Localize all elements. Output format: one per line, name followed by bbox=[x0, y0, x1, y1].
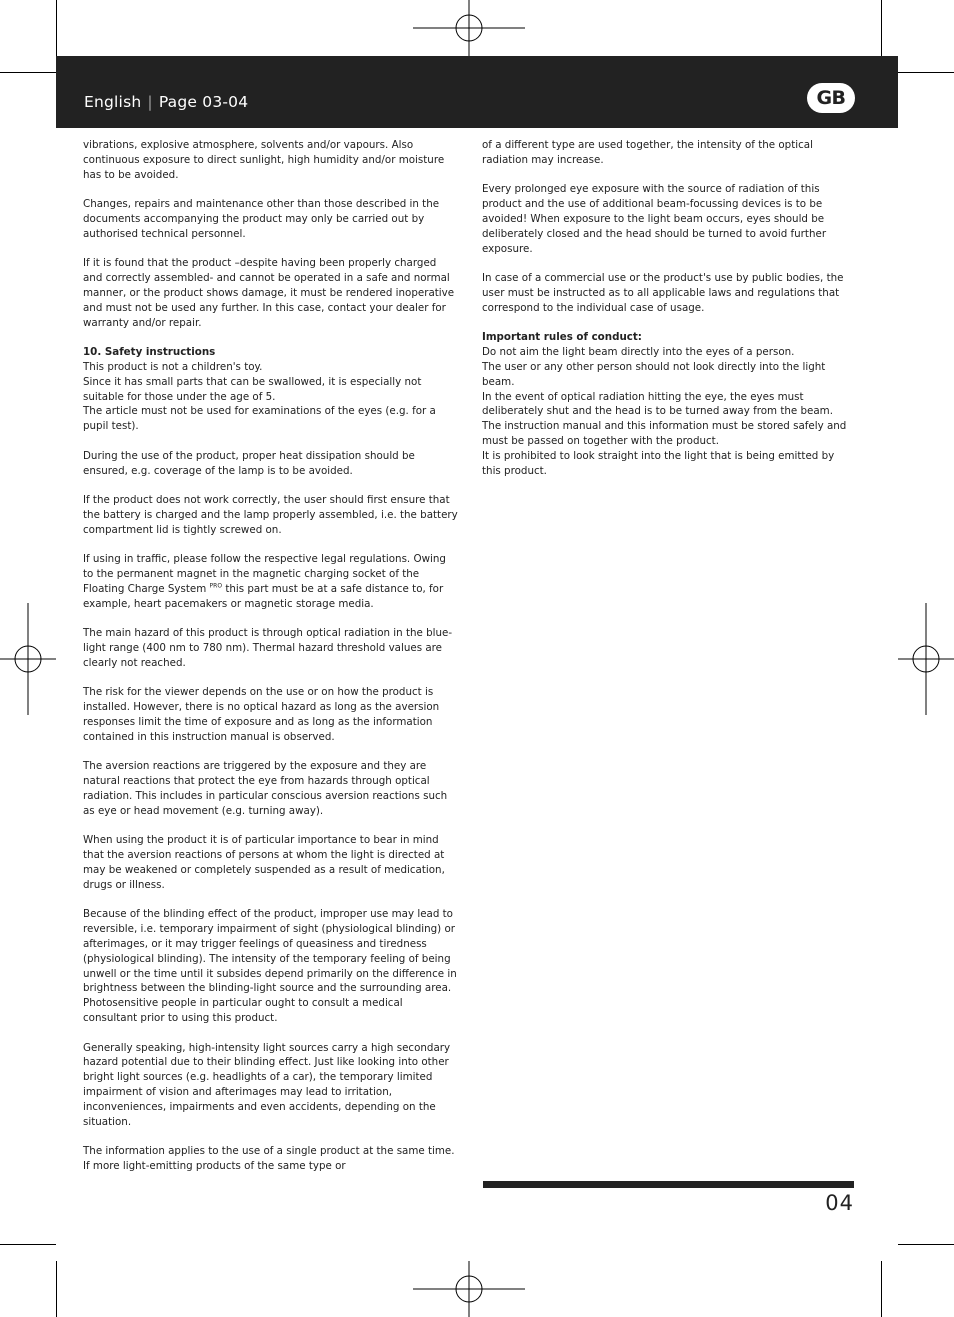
footer-rule bbox=[483, 1181, 854, 1188]
crop-mark bbox=[881, 1261, 882, 1317]
paragraph: vibrations, explosive atmosphere, solvents and/or vapours. Also continuous exposure to direct sunlight, high humidity and/or moisture has to be avoided. bbox=[83, 139, 445, 181]
header-title bbox=[84, 93, 248, 111]
crop-mark bbox=[898, 1244, 954, 1245]
crop-mark bbox=[56, 1261, 57, 1317]
section-heading: 10. Safety instructions bbox=[83, 346, 216, 359]
paragraph: Generally speaking, high-intensity light sources carry a high secondary hazard potential due to their blinding effect. Just like looking into other bright light sources (e.g. headlights of a car), the temporary limited impairment of vision and afterimages may lead to irritation, inconveniences, impairments and even accidents, depending on the situation. bbox=[83, 1041, 451, 1128]
paragraph: Because of the blinding effect of the product, improper use may lead to reversible, i.e. temporary impairment of sight (physiological blinding) or afterimages, or it may trigger feelings of queasiness and tiredness (physiological blinding). The intensity of the temporary feeling of being unwell or the time until it subsides depend primarily on the difference in brightness between the blinding-light source and the surrounding area. Photosensitive people in particular ought to consult a medical consultant prior to using this product. bbox=[83, 908, 457, 1025]
country-badge: GB bbox=[807, 83, 855, 113]
paragraph: of a different type are used together, the intensity of the optical radiation may increase. bbox=[482, 139, 813, 166]
paragraph-text: If using in traffic, please follow the respective legal regulations. Owing to the permanent magnet in the magnetic charging socket of the Floating Charge System bbox=[83, 553, 446, 595]
header-language: English bbox=[84, 93, 142, 111]
rules-section bbox=[482, 330, 856, 478]
paragraph-line: This product is not a children's toy. bbox=[83, 360, 263, 373]
paragraph: The information applies to the use of a single product at the same time. If more light-emitting products of the same type or bbox=[83, 1145, 455, 1172]
crop-mark bbox=[881, 0, 882, 56]
paragraph-text: this part must be at a safe distance to, for example, heart pacemakers or magnetic storage media. bbox=[83, 582, 444, 610]
paragraph-line: Since it has small parts that can be swallowed, it is especially not suitable for those under the age of 5. bbox=[83, 375, 422, 403]
rule-line: The instruction manual and this information must be stored safely and must be passed on together with the product. bbox=[482, 420, 847, 447]
paragraph: If it is found that the product –despite having been properly charged and correctly assembled- and cannot be operated in a safe and normal manner, or the product shows damage, it must be rendered inoperative and must not be used any further. In this case, contact your dealer for warranty and/or repair. bbox=[83, 257, 455, 329]
paragraph: The main hazard of this product is through optical radiation in the blue-light range (400 nm to 780 nm). Thermal hazard threshold values are clearly not reached. bbox=[83, 627, 453, 669]
paragraph: Every prolonged eye exposure with the source of radiation of this product and the use of additional beam-focussing devices is to be avoided! When exposure to the light beam occurs, eyes should be deliberately closed and the head should be turned to avoid further exposure. bbox=[482, 183, 827, 255]
registration-mark-icon bbox=[0, 603, 56, 715]
registration-mark-icon bbox=[413, 0, 525, 56]
rule-line: Do not aim the light beam directly into the eyes of a person. bbox=[482, 346, 795, 359]
paragraph bbox=[83, 552, 458, 611]
registration-mark-icon bbox=[413, 1261, 525, 1317]
header-page-range: Page 03-04 bbox=[158, 93, 249, 111]
safety-section bbox=[83, 345, 458, 434]
paragraph: During the use of the product, proper heat dissipation should be ensured, e.g. coverage of the lamp is to be avoided. bbox=[83, 449, 415, 477]
paragraph: If the product does not work correctly, the user should first ensure that the battery is charged and the lamp properly assembled, i.e. the battery compartment lid is tightly screwed on. bbox=[83, 494, 458, 536]
paragraph: When using the product it is of particular importance to bear in mind that the aversion reactions of persons at whom the light is directed at may be weakened or completely suspended as a result of medication, drugs or illness. bbox=[83, 834, 445, 891]
rules-heading: Important rules of conduct: bbox=[482, 331, 642, 344]
rule-line: In the event of optical radiation hitting the eye, the eyes must deliberately shut and the head is to be turned away from the beam. bbox=[482, 390, 833, 418]
paragraph: The risk for the viewer depends on the use or on how the product is installed. However, there is no optical hazard as long as the aversion responses limit the time of exposure and as long as the information contained in this instruction manual is observed. bbox=[83, 686, 440, 743]
crop-mark bbox=[56, 0, 57, 56]
paragraph: Changes, repairs and maintenance other than those described in the documents accompanying the product may only be carried out by authorised technical personnel. bbox=[83, 198, 440, 240]
paragraph: In case of a commercial use or the product's use by public bodies, the user must be instructed as to all applicable laws and regulations that correspond to the individual case of usage. bbox=[482, 272, 844, 314]
crop-mark bbox=[0, 1244, 56, 1245]
page-header bbox=[56, 56, 898, 128]
crop-mark bbox=[898, 72, 954, 73]
right-column bbox=[482, 138, 856, 493]
crop-mark bbox=[0, 72, 56, 73]
paragraph: The aversion reactions are triggered by the exposure and they are natural reactions that protect the eye from hazards through optical radiation. This includes in particular conscious aversion reactions such as eye or head movement (e.g. turning away). bbox=[83, 760, 448, 817]
registration-mark-icon bbox=[898, 603, 954, 715]
header-separator: | bbox=[147, 93, 153, 111]
rule-line: The user or any other person should not look directly into the light beam. bbox=[482, 360, 826, 388]
superscript: PRO bbox=[209, 582, 223, 590]
page-number: 04 bbox=[825, 1191, 854, 1215]
rule-line: It is prohibited to look straight into the light that is being emitted by this product. bbox=[482, 449, 835, 477]
paragraph-line: The article must not be used for examinations of the eyes (e.g. for a pupil test). bbox=[83, 405, 436, 433]
left-column bbox=[83, 138, 458, 1189]
